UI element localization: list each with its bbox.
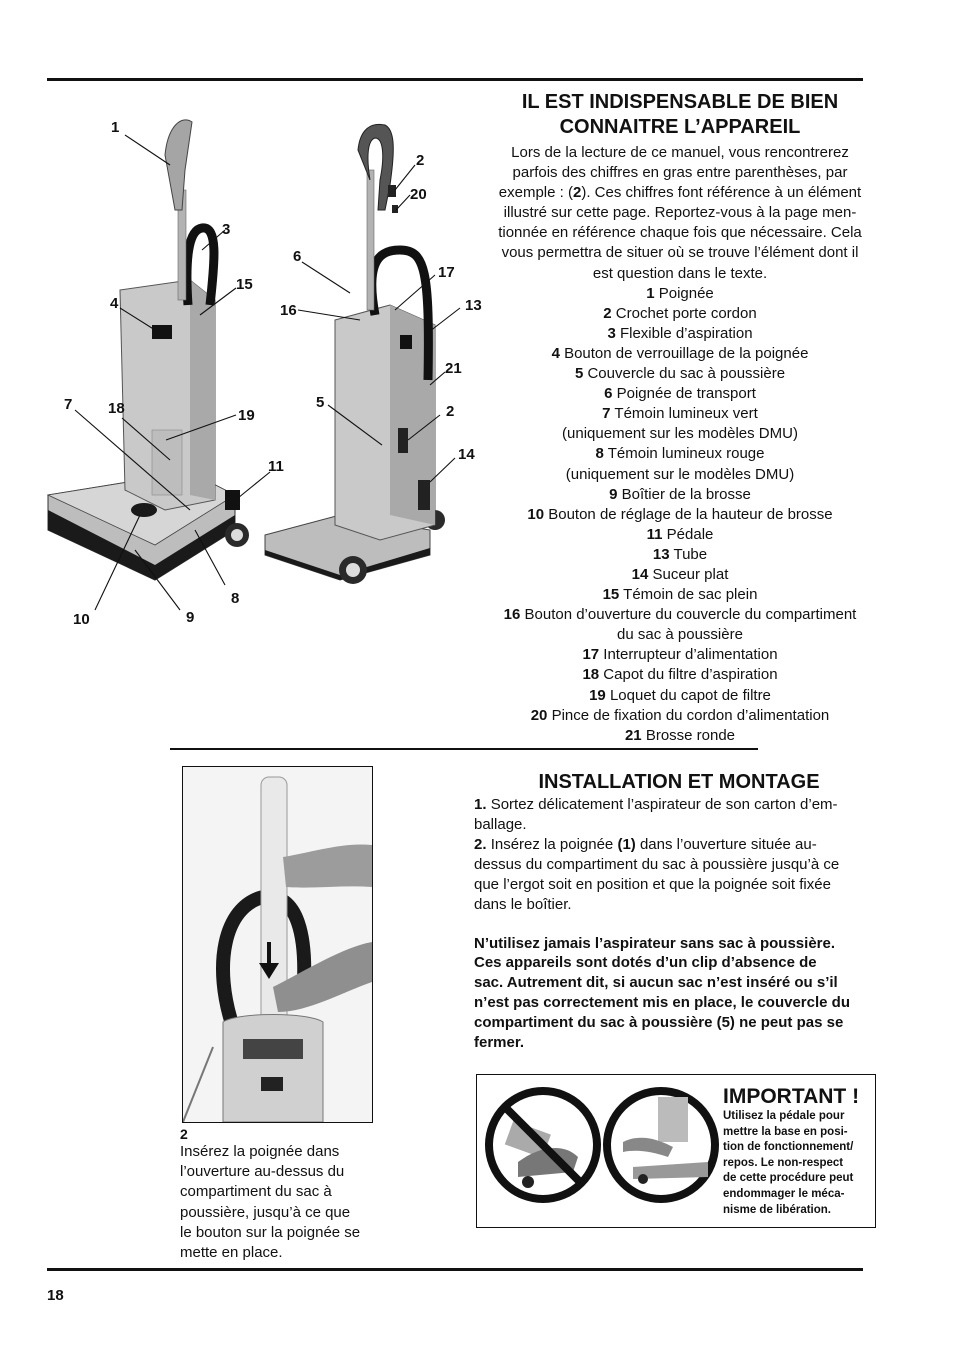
callout-16: 16 [280,302,297,319]
part-item [470,404,890,424]
part-item [470,324,890,344]
part-number: 6 [604,385,613,403]
top-rule [47,78,863,81]
intro-line: vous permettra de situer où se trouve l’élément dont il [501,244,859,262]
callout-10: 10 [73,611,90,628]
callout-8: 8 [231,590,240,607]
caption-line: l’ouverture au-dessus du [180,1163,345,1181]
parts-list [470,284,890,746]
caption-line: mette en place. [180,1244,283,1262]
part-label: Bouton de verrouillage de la poignée [564,344,809,362]
part-number: 4 [551,344,560,362]
vacuum-diagram [40,110,500,640]
part-number: 16 [503,606,521,624]
installation-section [474,770,894,1052]
intro-line: est question dans le texte. [592,264,768,282]
part-label: Tube [673,545,708,563]
part-label: Témoin lumineux rouge [607,445,765,463]
part-label: Poignée [658,284,714,302]
callout-18: 18 [108,400,125,417]
part-item [470,726,890,746]
important-line: endommager le méca- [723,1187,845,1200]
part-item [470,344,890,364]
parts-title-line1: IL EST INDISPENSABLE DE BIEN [521,91,839,113]
installation-steps [474,795,894,916]
parts-section [470,90,890,746]
step-2-cont: dessus du compartiment du sac à poussière jusqu’à ce [474,856,840,874]
part-item [470,424,890,444]
part-item [470,304,890,324]
callout-9: 9 [186,609,195,626]
part-number: 20 [530,706,548,724]
part-number: 11 [646,525,663,543]
intro-line: tionnée en référence chaque fois que nécessaire. Cela [498,224,862,242]
step-2-cont: que l’ergot soit en position et que la poignée soit fixée [474,876,831,894]
intro-line: Lors de la lecture de ce manuel, vous rencontrerez [511,144,849,161]
part-label: Bouton d’ouverture du couvercle du compartiment [524,606,857,624]
important-box [476,1074,876,1228]
important-title: IMPORTANT ! [723,1085,860,1108]
part-label: Boîtier de la brosse [621,485,751,503]
part-number: 5 [574,365,584,383]
callout-4: 4 [110,295,119,312]
part-number: 15 [602,586,620,604]
callout-6: 6 [293,248,302,265]
part-number: 9 [609,485,618,503]
callout-20: 20 [410,186,427,203]
callout-2-top: 2 [416,152,425,169]
part-item [470,485,890,505]
part-item [470,284,890,304]
photo-number: 2 [180,1126,188,1142]
part-label: Témoin de sac plein [623,586,758,604]
part-label: Pince de fixation du cordon d’alimentation [551,706,830,724]
bottom-rule [47,1268,863,1271]
part-item [470,465,890,485]
part-number: 8 [595,445,604,463]
part-item [470,585,890,605]
part-number: 17 [582,646,600,664]
part-item [470,364,890,384]
part-item [470,444,890,464]
important-content [723,1085,873,1218]
part-label: Témoin lumineux vert [614,405,758,423]
part-label: Crochet porte cordon [615,304,757,322]
callout-21: 21 [445,360,462,377]
middle-rule [170,748,758,750]
warning-line: N’utilisez jamais l’aspirateur sans sac à poussière. [474,934,836,952]
parts-intro [470,143,890,284]
part-number: 1 [646,284,655,302]
important-line: tion de fonctionnement/ [723,1141,854,1154]
step-1: 1. Sortez délicatement l’aspirateur de son carton d’em- [474,796,838,813]
important-text [723,1109,873,1218]
prohibited-foot-icon [489,1091,597,1199]
parts-title-line2: CONNAITRE L’APPAREIL [559,116,801,138]
callout-14: 14 [458,446,475,463]
part-label: Brosse ronde [645,726,736,744]
callout-13: 13 [465,297,482,314]
installation-photo [182,766,373,1123]
part-label: Interrupteur d’alimentation [603,646,778,664]
callout-19: 19 [238,407,255,424]
callout-15: 15 [236,276,253,293]
part-label: du sac à poussière [617,626,743,644]
warning-line: n’est pas correctement mis en place, le couvercle du [474,993,850,1011]
part-item [470,525,890,545]
callout-2-bottom: 2 [446,403,455,420]
photo-caption [180,1127,380,1263]
caption-line: Insérez la poignée dans [180,1143,340,1160]
part-label: Pédale [666,525,714,543]
part-item [470,384,890,404]
part-number: 2 [603,304,612,322]
prohibited-hand-icon [607,1091,715,1199]
installation-title: INSTALLATION ET MONTAGE [538,771,820,793]
step-2-cont: dans le boîtier. [474,896,572,914]
vacuum-front-illustration [48,120,249,580]
part-label: Poignée de transport [616,385,756,403]
important-line: mettre la base en posi- [723,1125,848,1138]
part-item [470,505,890,525]
part-number: 21 [624,726,642,744]
part-item [470,565,890,585]
part-number: 10 [527,505,545,523]
part-item [470,625,890,645]
warning-line: compartiment du sac à poussière (5) ne peut pas se [474,1013,844,1031]
photo-illustration [183,767,372,1122]
part-item [470,645,890,665]
part-label: Couvercle du sac à poussière [587,365,786,383]
part-label: Suceur plat [652,565,729,583]
step-1-cont: ballage. [474,816,527,834]
step-2: 2. Insérez la poignée (1) dans l’ouverture située au- [474,836,817,854]
callout-17: 17 [438,264,455,281]
part-label: Bouton de réglage de la hauteur de brosse [548,505,833,523]
caption-line: compartiment du sac à [180,1183,332,1201]
part-label: (uniquement sur le modèles DMU) [565,465,795,483]
prohibited-pictograms [483,1087,723,1207]
part-label: Flexible d’aspiration [619,324,753,342]
important-line: nisme de libération. [723,1203,831,1216]
part-label: Capot du filtre d’aspiration [603,666,778,684]
callout-5: 5 [316,394,325,411]
part-number: 3 [607,324,616,342]
warning-line: sac. Autrement dit, si aucun sac n’est inséré ou s’il [474,974,838,992]
callout-1: 1 [111,119,120,136]
callout-11: 11 [268,458,284,475]
part-item [470,665,890,685]
part-number: 14 [631,565,649,583]
important-line: Utilisez la pédale pour [723,1110,845,1122]
important-line: repos. Le non-respect [723,1156,844,1169]
callout-7: 7 [64,396,73,413]
intro-line: parfois des chiffres en gras entre parenthèses, par [512,164,848,182]
part-number: 19 [589,686,606,704]
part-number: 7 [602,405,611,423]
caption-line: poussière, jusqu’à ce que [180,1203,351,1221]
part-label: Loquet du capot de filtre [609,686,771,704]
warning-text [474,934,894,1053]
warning-line: fermer. [474,1033,525,1051]
important-line: de cette procédure peut [723,1172,854,1185]
part-item [470,605,890,625]
warning-line: Ces appareils sont dotés d’un clip d’absence de [474,954,817,972]
part-number: 13 [652,545,670,563]
part-number: 18 [582,666,600,684]
intro-line-example: exemple : (2). Ces chiffres font référence à un élément [498,184,862,202]
part-item [470,686,890,706]
callout-3: 3 [222,221,231,238]
page-number: 18 [47,1287,64,1304]
part-label: (uniquement sur les modèles DMU) [562,425,798,443]
intro-line: illustré sur cette page. Reportez-vous à la page men- [503,204,857,222]
caption-line: le bouton sur la poignée se [180,1223,361,1241]
part-item [470,706,890,726]
part-item [470,545,890,565]
